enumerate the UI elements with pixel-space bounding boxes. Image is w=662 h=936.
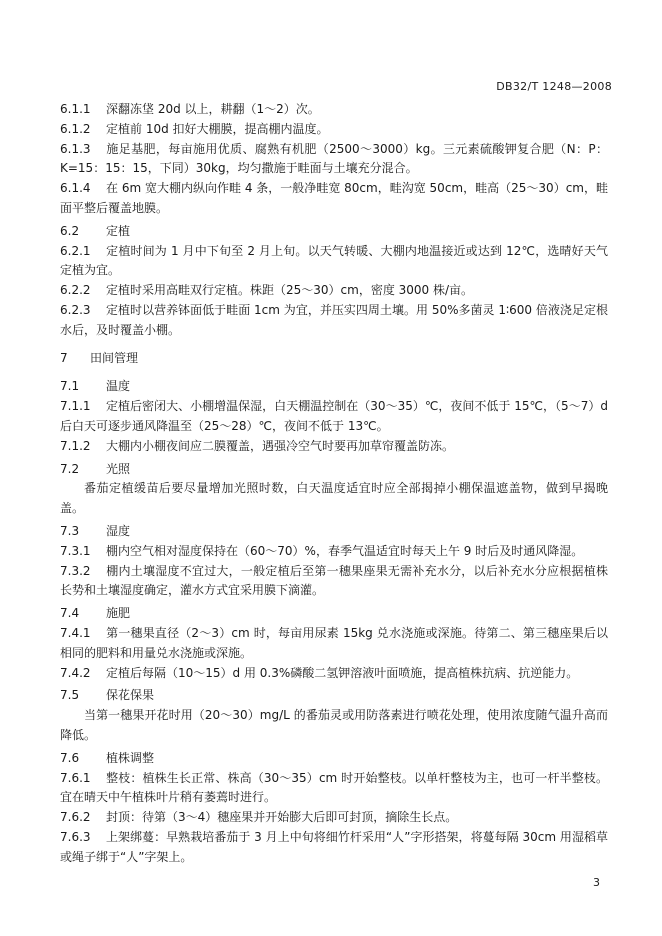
clause-text: 定植后每隔（10～15）d 用 0.3%磷酸二氢钾溶液叶面喷施，提高植株抗病、抗逆能力。 <box>106 665 579 680</box>
subsection-heading <box>60 604 608 624</box>
clause-item <box>60 120 608 140</box>
body-paragraph: 番茄定植缓苗后要尽量增加光照时数，白天温度适宜时应全部揭掉小棚保温遮盖物，做到早揭晚盖。 <box>60 481 608 516</box>
clause-number: 7.6.2 <box>60 810 91 825</box>
clause-text: 定植后密闭大、小棚增温保湿，白天棚温控制在（30～35）℃，夜间不低于 15℃，（5～7）d 后白天可逐步通风降温至（25～28）℃，夜间不低于 13℃。 <box>60 399 608 433</box>
clause-text: 定植时采用高畦双行定植。株距（25～30）cm，密度 3000 株/亩。 <box>106 283 474 298</box>
clause-text: 第一穗果直径（2～3）cm 时，每亩用尿素 15kg 兑水浇施或深施。待第二、第三穗座果后以相同的肥料和用量兑水浇施或深施。 <box>60 625 608 660</box>
clause-number: 6.1.4 <box>60 181 91 196</box>
clause-item <box>60 437 608 457</box>
clause-item <box>60 624 608 664</box>
clause-text: 棚内空气相对湿度保持在（60～70）%，春季气温适宜时每天上午 9 时后及时通风降湿。 <box>106 543 584 558</box>
subsection-number: 7.6 <box>60 750 80 765</box>
clause-item <box>60 100 608 120</box>
clause-item <box>60 301 608 341</box>
subsection-number: 7.4 <box>60 606 80 621</box>
subsection-title: 湿度 <box>106 523 131 538</box>
clause-text: 大棚内小棚夜间应二膜覆盖，遇强冷空气时要再加草帘覆盖防冻。 <box>106 438 455 453</box>
section-title: 田间管理 <box>90 350 139 365</box>
subsection-title: 植株调整 <box>106 750 155 765</box>
subsection-heading <box>60 460 608 480</box>
section-number: 7 <box>60 350 68 365</box>
subsection-title: 定植 <box>106 223 131 238</box>
clause-item <box>60 281 608 301</box>
clause-item <box>60 242 608 282</box>
clause-text: 上架绑蔓：早熟栽培番茄于 3 月上中旬将细竹杆采用“人”字形搭架，将蔓每隔 30cm 用湿稻草或绳子绑于“人”字架上。 <box>60 829 608 864</box>
clause-item <box>60 140 608 180</box>
clause-number: 7.3.2 <box>60 563 91 578</box>
clause-number: 7.1.1 <box>60 399 91 414</box>
clause-number: 6.2.3 <box>60 302 91 317</box>
clause-text: 定植时间为 1 月中下旬至 2 月上旬。以天气转暖、大棚内地温接近或达到 12℃，选晴好天气定植为宜。 <box>60 243 608 278</box>
subsection-number: 7.1 <box>60 379 80 394</box>
clause-number: 6.1.2 <box>60 121 91 136</box>
clause-number: 6.1.1 <box>60 102 91 116</box>
clause-item <box>60 562 608 602</box>
clause-text: 深翻冻垡 20d 以上，耕翻（1～2）次。 <box>106 102 320 116</box>
clause-number: 6.2.2 <box>60 283 91 298</box>
subsection-number: 7.3 <box>60 523 80 538</box>
body-paragraph: 当第一穗果开花时用（20～30）mg/L 的番茄灵或用防落素进行喷花处理，使用浓度随气温升高而降低。 <box>60 708 608 742</box>
document-body <box>60 100 608 867</box>
subsection-heading <box>60 749 608 769</box>
subsection-number: 6.2 <box>60 223 80 238</box>
clause-item <box>60 179 608 219</box>
page-number: 3 <box>593 876 600 889</box>
subsection-title: 温度 <box>106 379 131 394</box>
clause-item <box>60 769 608 809</box>
subsection-heading <box>60 377 608 397</box>
subsection-heading <box>60 222 608 242</box>
subsection-heading <box>60 522 608 542</box>
clause-text: 封顶：待第（3～4）穗座果并开始膨大后即可封顶，摘除生长点。 <box>106 810 458 825</box>
subsection-number: 7.2 <box>60 461 80 476</box>
clause-text: 定植前 10d 扣好大棚膜，提高棚内温度。 <box>106 121 329 136</box>
clause-number: 6.2.1 <box>60 243 91 258</box>
clause-item <box>60 664 608 684</box>
subsection-title: 施肥 <box>106 606 131 621</box>
clause-text: 在 6m 宽大棚内纵向作畦 4 条，一般净畦宽 80cm，畦沟宽 50cm，畦高（25～30）cm，畦面平整后覆盖地膜。 <box>60 181 608 215</box>
clause-number: 7.6.3 <box>60 829 91 844</box>
subsection-title: 光照 <box>106 461 131 476</box>
section-heading <box>60 349 608 369</box>
clause-item <box>60 828 608 868</box>
clause-item <box>60 542 608 562</box>
clause-text: 整枝：植株生长正常、株高（30～35）cm 时开始整枝。以单杆整枝为主，也可一杆半整枝。宜在晴天中午植株叶片稍有萎蔫时进行。 <box>60 770 608 805</box>
clause-number: 7.6.1 <box>60 770 91 785</box>
clause-number: 7.4.1 <box>60 625 91 640</box>
clause-item <box>60 808 608 828</box>
subsection-heading <box>60 686 608 706</box>
clause-number: 7.3.1 <box>60 543 91 558</box>
clause-number: 7.4.2 <box>60 665 91 680</box>
subsection-number: 7.5 <box>60 688 80 703</box>
subsection-title: 保花保果 <box>106 688 155 703</box>
clause-item <box>60 397 608 437</box>
clause-number: 6.1.3 <box>60 141 91 156</box>
document-code: DB32/T 1248—2008 <box>496 80 612 93</box>
clause-text: 棚内土壤湿度不宜过大，一般定植后至第一穗果座果无需补充水分，以后补充水分应根据植株长势和土壤湿度确定，灌水方式宜采用膜下滴灌。 <box>60 563 608 598</box>
clause-text: 施足基肥，每亩施用优质、腐熟有机肥（2500～3000）kg。三元素硫酸钾复合肥（N：P：K=15：15：15，下同）30kg，均匀撒施于畦面与土壤充分混合。 <box>60 141 608 176</box>
clause-number: 7.1.2 <box>60 438 91 453</box>
clause-text: 定植时以营养钵面低于畦面 1cm 为宜，并压实四周土壤。用 50%多菌灵 1∶600 倍液浇足定根水后，及时覆盖小棚。 <box>60 302 608 337</box>
